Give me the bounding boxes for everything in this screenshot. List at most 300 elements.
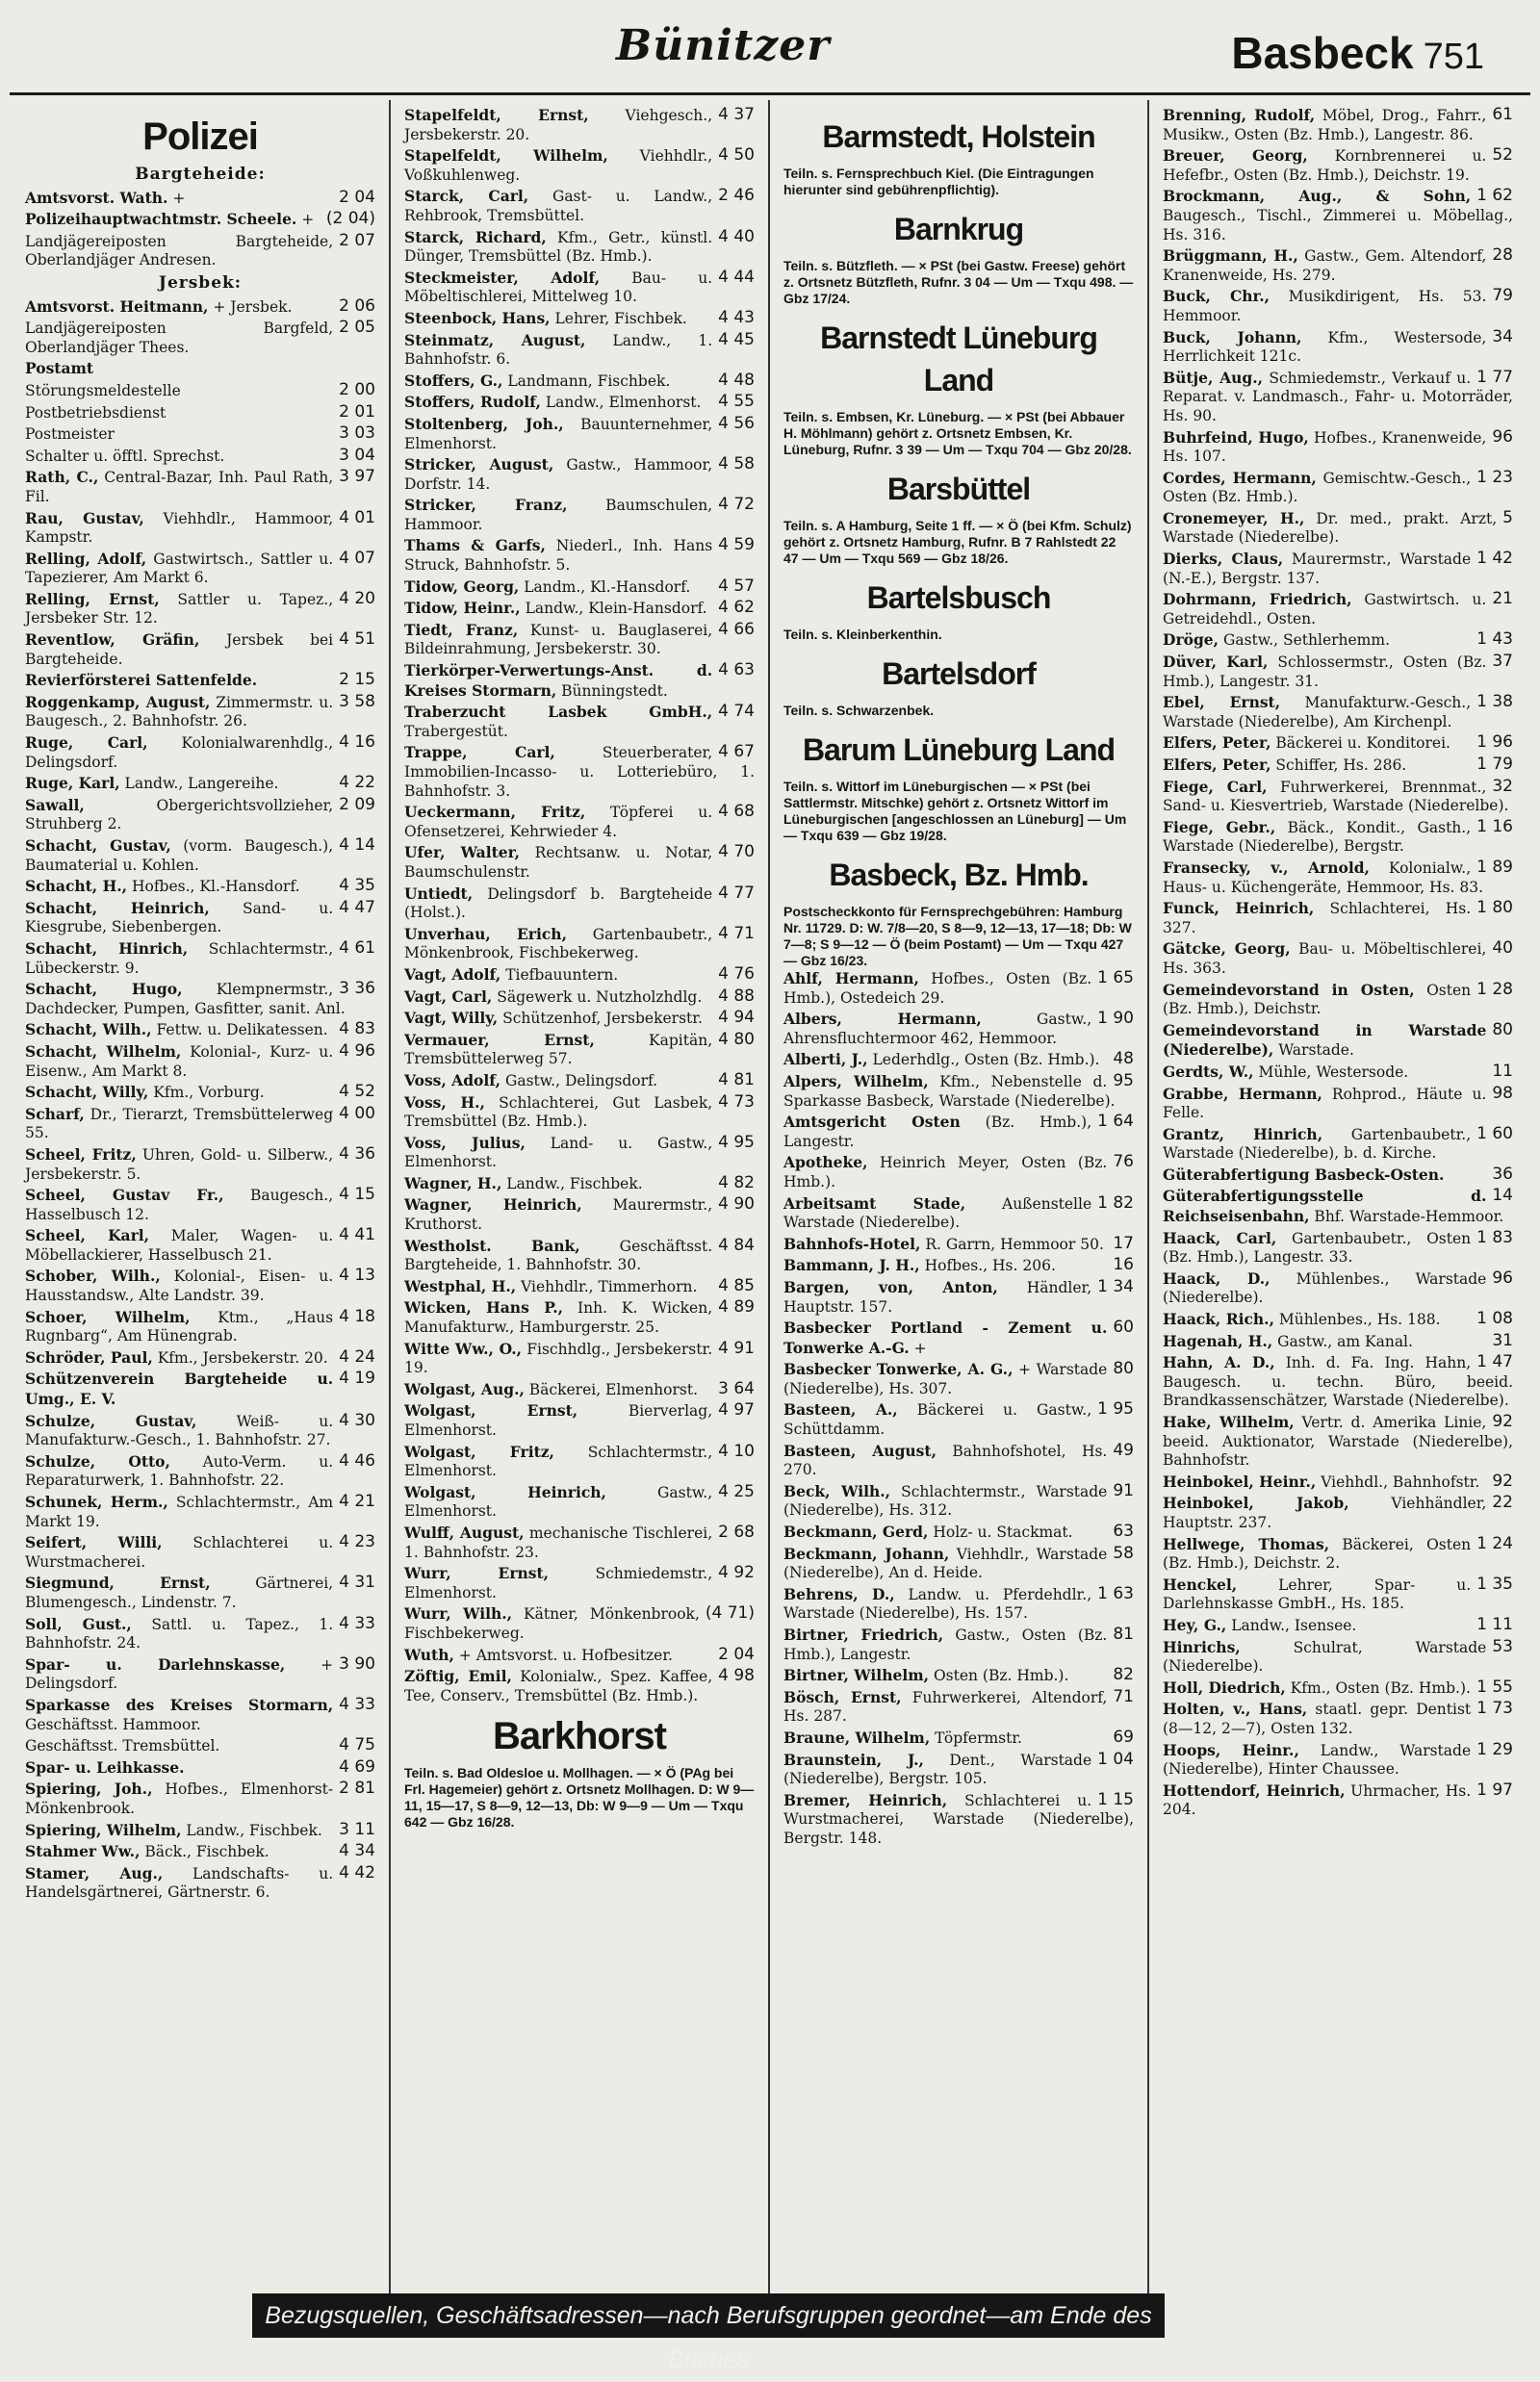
entry-name: Trappe, Carl, xyxy=(404,743,555,762)
phone-number: 1 80 xyxy=(1476,898,1513,918)
entry-description: Schlossermstr., Osten (Bz. Hmb.), Langestr. 31. xyxy=(1163,653,1487,690)
directory-entry xyxy=(1163,1535,1513,1574)
entry-name: Hottendorf, Heinrich, xyxy=(1163,1780,1346,1800)
entry-description: Landw., Fischbek. xyxy=(501,1174,643,1192)
entry-description: Maurermstr., Kruthorst. xyxy=(404,1196,713,1234)
entry-description: Bierverlag, Elmenhorst. xyxy=(404,1402,713,1439)
entry-name: Unverhau, Erich, xyxy=(404,924,567,943)
entry-name: Fransecky, v., Arnold, xyxy=(1163,858,1370,877)
directory-entry xyxy=(1163,428,1513,467)
directory-entry xyxy=(1163,858,1513,897)
phone-number: 11 xyxy=(1492,1061,1513,1081)
directory-entry xyxy=(783,1585,1134,1624)
phone-number: 1 83 xyxy=(1476,1227,1513,1247)
directory-entry xyxy=(1163,106,1513,144)
entry-description: Kfm., Nebenstelle d. Sparkasse Basbeck, Warstade (Niederelbe). xyxy=(783,1072,1116,1110)
entry-name: Bargen, von, Anton, xyxy=(783,1277,998,1296)
directory-entry xyxy=(25,359,375,379)
entry-description: Bäckerei, Elmenhorst. xyxy=(524,1380,699,1398)
entry-description: Gastw., Elmenhorst. xyxy=(404,1483,713,1521)
phone-number: 4 75 xyxy=(339,1735,375,1755)
entry-description: Schalter u. öfftl. Sprechst. xyxy=(25,447,225,465)
directory-entry xyxy=(783,1235,1134,1255)
phone-number: 80 xyxy=(1113,1359,1134,1379)
entry-name: Fiege, Carl, xyxy=(1163,777,1268,796)
entry-description: Schlachterei u. Wurstmacherei. xyxy=(25,1534,334,1571)
directory-entry xyxy=(404,803,755,841)
phone-number: 4 90 xyxy=(718,1194,755,1215)
entry-description: Töpferei u. Ofensetzerei, Kehrwieder 4. xyxy=(404,804,713,840)
entry-name: Schoer, Wilhelm, xyxy=(25,1307,191,1326)
entry-description: Obergerichtsvollzieher, Struhberg 2. xyxy=(25,796,334,833)
section-heading: Barsbüttel xyxy=(886,472,1031,506)
phone-number: 4 91 xyxy=(718,1338,755,1358)
footer-banner: Bezugsquellen, Geschäftsadressen—nach Berufsgruppen geordnet—am Ende des Buches xyxy=(252,2293,1165,2338)
directory-entry xyxy=(25,1758,375,1779)
directory-entry xyxy=(1163,328,1513,367)
entry-description: Landschafts- u. Handelsgärtnerei, Gärtnerstr. 6. xyxy=(25,1864,334,1902)
entry-name: Beckmann, Johann, xyxy=(783,1544,950,1563)
directory-entry xyxy=(1163,369,1513,426)
directory-entry xyxy=(25,468,375,506)
directory-entry xyxy=(1163,1021,1513,1061)
entry-name: Scharf, xyxy=(25,1104,85,1123)
phone-number: 1 73 xyxy=(1476,1699,1513,1719)
directory-entry xyxy=(404,1564,755,1602)
entry-name: Bremer, Heinrich, xyxy=(783,1790,948,1809)
phone-number: 3 04 xyxy=(339,445,375,465)
directory-entry xyxy=(1163,778,1513,816)
entry-description: Kfm., Osten (Bz. Hmb.). xyxy=(1285,1678,1471,1697)
phone-number: 1 65 xyxy=(1097,968,1134,987)
entry-name: Sparkasse des Kreises Stormarn, xyxy=(25,1695,334,1714)
directory-entry xyxy=(1163,818,1513,857)
phone-number: 4 76 xyxy=(718,963,755,984)
phone-number: 2 81 xyxy=(339,1779,375,1799)
phone-number: 22 xyxy=(1492,1493,1513,1513)
entry-name: Hahn, A. D., xyxy=(1163,1353,1275,1372)
directory-entry xyxy=(404,1646,755,1666)
directory-entry xyxy=(404,1009,755,1029)
entry-description: Viehhdlr., Warstade (Niederelbe), An d. Heide. xyxy=(783,1545,1108,1582)
entry-name: Brockmann, Aug., & Sohn, xyxy=(1163,187,1472,206)
entry-description: Sand- u. Kiesgrube, Siebenbergen. xyxy=(25,899,334,936)
entry-name: Cordes, Hermann, xyxy=(1163,468,1317,487)
phone-number: 2 09 xyxy=(339,794,375,814)
entry-name: Hake, Wilhelm, xyxy=(1163,1413,1295,1431)
phone-number: 4 44 xyxy=(718,267,755,287)
entry-description: Kolonial-, Kurz- u. Eisenw., Am Markt 8. xyxy=(25,1042,334,1080)
entry-description: Mühle, Westersode. xyxy=(1253,1063,1409,1081)
entry-description: (vorm. Baugesch.), Baumaterial u. Kohlen. xyxy=(25,837,334,874)
header-left-title: Bünitzer xyxy=(616,21,831,70)
phone-number: 4 83 xyxy=(339,1019,375,1039)
directory-entry xyxy=(404,1443,755,1481)
entry-description: Kornbrennerei u. Hefefbr., Osten (Bz. Hmb.), Deichstr. 19. xyxy=(1163,147,1487,184)
phone-number: 4 30 xyxy=(339,1410,375,1430)
entry-description: Hofbes., Kl.-Hansdorf. xyxy=(127,878,300,896)
directory-entry xyxy=(783,1545,1134,1583)
phone-number: 4 58 xyxy=(718,454,755,474)
entry-name: Rau, Gustav, xyxy=(25,508,144,527)
entry-description: + Amtsvorst. u. Hofbesitzer. xyxy=(453,1646,673,1664)
directory-entry xyxy=(1163,756,1513,776)
directory-entry xyxy=(404,371,755,392)
entry-name: Wuth, xyxy=(404,1645,454,1664)
entry-name: Stricker, Franz, xyxy=(404,496,568,515)
phone-number: 40 xyxy=(1492,938,1513,959)
section-heading: Bartelsdorf xyxy=(882,656,1036,691)
phone-number: 4 35 xyxy=(339,876,375,896)
phone-number: 4 15 xyxy=(339,1185,375,1205)
entry-description: Uhrmacher, Hs. 204. xyxy=(1163,1781,1472,1819)
directory-entry xyxy=(25,939,375,978)
directory-entry xyxy=(25,877,375,897)
directory-entry xyxy=(25,1186,375,1224)
entry-description: Postbetriebsdienst xyxy=(25,403,167,422)
directory-entry xyxy=(25,774,375,794)
entry-name: Heinbokel, Jakob, xyxy=(1163,1494,1349,1513)
directory-entry xyxy=(25,447,375,467)
directory-entry xyxy=(25,424,375,445)
phone-number: 1 35 xyxy=(1476,1574,1513,1594)
directory-entry xyxy=(25,733,375,772)
phone-number: 4 80 xyxy=(718,1029,755,1049)
directory-entry xyxy=(25,1452,375,1491)
entry-description: Schützenhof, Jersbekerstr. xyxy=(498,1010,703,1028)
directory-entry xyxy=(404,1237,755,1275)
entry-name: Basbecker Portland - Zement u. Tonwerke A.-G. xyxy=(783,1319,1108,1357)
directory-entry xyxy=(1163,1085,1513,1123)
entry-description: Vertr. d. Amerika Linie, beeid. Auktionator, Warstade (Niederelbe), Bahnhofstr. xyxy=(1163,1414,1513,1470)
phone-number: 4 70 xyxy=(718,842,755,862)
section-note: Teiln. s. Bützfleth. — × PSt (bei Gastw. Freese) gehört z. Ortsnetz Bützfleth, Rufnr. 3 04 — Um — Txqu 498. — Gbz 17/24. xyxy=(783,258,1134,306)
directory-entry xyxy=(25,1696,375,1734)
directory-entry xyxy=(783,1153,1134,1191)
entry-description: Mühlenbes., Hs. 188. xyxy=(1273,1311,1441,1329)
section-note: Teiln. s. Schwarzenbek. xyxy=(783,703,935,718)
entry-name: Basteen, A., xyxy=(783,1400,898,1420)
entry-description: Geschäftsst. Tremsbüttel. xyxy=(25,1737,220,1755)
entry-name: Funck, Heinrich, xyxy=(1163,899,1315,918)
section-heading: Barkhorst xyxy=(493,1715,666,1758)
entry-description: Kfm., Vorburg. xyxy=(148,1084,265,1102)
directory-entry xyxy=(783,1072,1134,1111)
phone-number: 1 79 xyxy=(1476,755,1513,774)
entry-name: Hagenah, H., xyxy=(1163,1331,1273,1350)
directory-entry xyxy=(404,843,755,882)
entry-description: Gartenbaubetr., Warstade (Niederelbe), b. d. Kirche. xyxy=(1163,1125,1472,1163)
column-4 xyxy=(1149,100,1527,2295)
entry-description: Gastw., Sethlerhemm. xyxy=(1219,631,1391,650)
phone-number: 37 xyxy=(1492,652,1513,672)
section-heading: Polizei xyxy=(142,115,258,158)
entry-description: Gartenbaubetr., Mönkenbrook, Fischbekerweg. xyxy=(404,925,713,962)
entry-description: Central-Bazar, Inh. Paul Rath, Fil. xyxy=(25,469,334,505)
entry-description: Holz- u. Stackmat. xyxy=(928,1524,1073,1542)
directory-entry xyxy=(1163,1413,1513,1471)
phone-number: 4 47 xyxy=(339,897,375,917)
phone-number: 4 88 xyxy=(718,986,755,1006)
entry-description: Gastw., Delingsdorf. xyxy=(500,1071,658,1089)
phone-number: 2 07 xyxy=(339,230,375,250)
phone-number: 4 23 xyxy=(339,1532,375,1552)
entry-name: Schacht, H., xyxy=(25,877,128,896)
directory-entry xyxy=(783,1729,1134,1749)
entry-description: Gast- u. Landw., Rehbrook, Tremsbüttel. xyxy=(404,188,713,224)
directory-entry xyxy=(783,1256,1134,1276)
entry-description: R. Garrn, Hemmoor 50. xyxy=(920,1235,1104,1253)
directory-entry xyxy=(1163,1187,1513,1226)
entry-name: Wicken, Hans P., xyxy=(404,1298,564,1318)
entry-description: Bauunternehmer, Elmenhorst. xyxy=(404,415,713,452)
header-right-title: Basbeck xyxy=(1231,28,1414,78)
entry-description: Ktm., „Haus Rugnbarg“, Am Hünengrab. xyxy=(25,1308,334,1345)
entry-description: Sägewerk u. Nutzholzhdlg. xyxy=(492,987,703,1006)
entry-description: Sattl. u. Tapez., 1. Bahnhofstr. 24. xyxy=(25,1615,334,1652)
entry-name: Tierkörper-Verwertungs-Anst. d. Kreises Stormarn, xyxy=(404,661,713,700)
entry-name: Güterabfertigung Basbeck-Osten. xyxy=(1163,1165,1445,1184)
phone-number: 4 66 xyxy=(718,619,755,639)
columns xyxy=(12,100,1530,2290)
entry-name: Haack, Rich., xyxy=(1163,1310,1274,1329)
entry-description: Baugesch., Hasselbusch 12. xyxy=(25,1187,334,1223)
entry-name: Stoffers, Rudolf, xyxy=(404,393,541,412)
directory-entry xyxy=(783,1360,1134,1398)
entry-description: + Jersbek. xyxy=(208,297,293,316)
directory-entry xyxy=(1163,1353,1513,1411)
entry-name: Wolgast, Ernst, xyxy=(404,1401,578,1421)
section-heading: Barmstedt, Holstein xyxy=(822,119,1095,154)
entry-description: Tiefbauuntern. xyxy=(500,965,619,984)
entry-description: staatl. gepr. Dentist (8—12, 2—7), Osten 132. xyxy=(1163,1701,1472,1737)
entry-description: Schulrat, Warstade (Niederelbe). xyxy=(1163,1638,1487,1676)
directory-entry xyxy=(1163,1310,1513,1330)
entry-name: Steinmatz, August, xyxy=(404,330,586,349)
entry-name: Haack, D., xyxy=(1163,1268,1270,1288)
phone-number: 71 xyxy=(1113,1686,1134,1706)
entry-description: Lehrer, Spar- u. Darlehnskasse GmbH., Hs. 185. xyxy=(1163,1575,1472,1613)
directory-entry xyxy=(1163,1165,1513,1186)
phone-number: 31 xyxy=(1492,1330,1513,1350)
entry-name: Westphal, H., xyxy=(404,1276,517,1295)
directory-entry xyxy=(25,1864,375,1903)
entry-description: Landw., Langereihe. xyxy=(119,775,279,793)
directory-entry xyxy=(25,297,375,318)
entry-name: Schunek, Herm., xyxy=(25,1493,168,1511)
entry-name: Buck, Johann, xyxy=(1163,327,1302,346)
entry-name: Schröder, Paul, xyxy=(25,1347,153,1367)
entry-name: Stapelfeldt, Wilhelm, xyxy=(404,146,608,166)
entry-name: Traberzucht Lasbek GmbH., xyxy=(404,703,713,722)
phone-number: 1 15 xyxy=(1097,1789,1134,1809)
phone-number: (4 71) xyxy=(705,1603,755,1624)
phone-number: 4 69 xyxy=(339,1756,375,1777)
directory-entry xyxy=(404,187,755,225)
phone-number: 4 48 xyxy=(718,370,755,390)
directory-entry xyxy=(25,1083,375,1103)
entry-name: Spar- u. Leihkasse. xyxy=(25,1757,185,1777)
directory-entry xyxy=(404,1340,755,1378)
entry-name: Gerdts, W., xyxy=(1163,1062,1254,1081)
entry-description: Möbel, Drog., Fahrr., Musikw., Osten (Bz. Hmb.), Langestr. 86. xyxy=(1163,107,1487,143)
entry-name: Scheel, Gustav Fr., xyxy=(25,1186,224,1205)
section-heading: Basbeck, Bz. Hmb. xyxy=(829,858,1089,892)
entry-description: Heinrich Meyer, Osten (Bz. Hmb.). xyxy=(783,1154,1108,1191)
phone-number: 4 82 xyxy=(718,1172,755,1192)
entry-name: Schacht, Willy, xyxy=(25,1083,149,1102)
subsection-heading: Jersbek: xyxy=(158,272,243,293)
entry-description: Kolonialwarenhdlg., Delingsdorf. xyxy=(25,734,334,771)
directory-entry xyxy=(1163,1638,1513,1677)
phone-number: 4 18 xyxy=(339,1306,375,1326)
entry-name: Schacht, Hinrich, xyxy=(25,938,189,958)
entry-name: Amtsvorst. Heitmann, xyxy=(25,296,209,316)
phone-number: 2 01 xyxy=(339,401,375,422)
directory-entry xyxy=(404,925,755,963)
directory-entry xyxy=(1163,1741,1513,1780)
entry-name: Ufer, Walter, xyxy=(404,843,521,862)
directory-entry xyxy=(404,536,755,575)
directory-entry xyxy=(404,455,755,494)
entry-description: Viehhdlr., Timmerhorn. xyxy=(516,1277,698,1295)
entry-name: Ruge, Karl, xyxy=(25,774,120,793)
phone-number: 79 xyxy=(1492,286,1513,306)
phone-number: 1 29 xyxy=(1476,1739,1513,1759)
entry-description: Rohprod., Häute u. Felle. xyxy=(1163,1085,1487,1122)
directory-entry xyxy=(404,309,755,329)
phone-number: 49 xyxy=(1113,1440,1134,1460)
directory-entry xyxy=(404,884,755,923)
directory-entry xyxy=(25,1821,375,1841)
section-note: Postscheckkonto für Fernsprechgebühren: Hamburg Nr. 11729. D: W. 7/8—20, S 8—9, 12—13, 17—18; Db: W 7—8; S 9—12 — Ö (beim Postamt) — Um — Txqu 427 — Gbz 16/23. xyxy=(783,904,1132,968)
entry-name: Westholst. Bank, xyxy=(404,1236,580,1255)
directory-entry xyxy=(25,796,375,834)
directory-entry xyxy=(783,1666,1134,1686)
entry-name: Untiedt, xyxy=(404,884,474,903)
entry-name: Stoltenberg, Joh., xyxy=(404,414,564,433)
entry-name: Schacht, Hugo, xyxy=(25,980,183,999)
entry-description: Trabergestüt. xyxy=(404,722,508,740)
entry-description: Osten (Bz. Hmb.). xyxy=(929,1667,1069,1685)
entry-name: Wurr, Ernst, xyxy=(404,1564,550,1583)
entry-description: Schlachtermstr., Am Markt 19. xyxy=(25,1494,334,1530)
entry-description: Dr., Tierarzt, Tremsbüttelerweg 55. xyxy=(25,1105,334,1142)
phone-number: 4 41 xyxy=(339,1225,375,1245)
directory-entry xyxy=(25,1020,375,1040)
entry-name: Bösch, Ernst, xyxy=(783,1687,902,1706)
entry-name: Dröge, xyxy=(1163,630,1219,650)
directory-entry xyxy=(404,1483,755,1522)
directory-entry xyxy=(404,269,755,307)
entry-description: Sattler u. Tapez., Jersbeker Str. 12. xyxy=(25,590,334,628)
phone-number: 4 16 xyxy=(339,732,375,753)
column-2 xyxy=(391,100,770,2295)
entry-name: Amtsvorst. Wath. xyxy=(25,188,168,207)
entry-description: Hofbes., Elmenhorst-Mönkenbrook. xyxy=(25,1780,334,1817)
phone-number: 4 74 xyxy=(718,702,755,722)
directory-entry xyxy=(25,671,375,691)
phone-number: 4 10 xyxy=(718,1441,755,1461)
phone-number: 1 42 xyxy=(1476,549,1513,569)
directory-entry xyxy=(404,577,755,598)
phone-number: 4 57 xyxy=(718,576,755,596)
phone-number: 4 71 xyxy=(718,923,755,943)
phone-number: 1 43 xyxy=(1476,629,1513,650)
directory-entry xyxy=(25,1655,375,1694)
directory-entry xyxy=(25,509,375,548)
entry-description: Kfm., Jersbekerstr. 20. xyxy=(152,1348,328,1367)
entry-description: Hofbes., Osten (Bz. Hmb.), Ostedeich 29. xyxy=(783,970,1092,1007)
directory-entry xyxy=(404,1298,755,1337)
entry-name: Wolgast, Fritz, xyxy=(404,1442,554,1461)
directory-entry xyxy=(404,496,755,534)
entry-description: Hofbes., Kranenweide, Hs. 107. xyxy=(1163,428,1487,466)
phone-number: 2 15 xyxy=(339,670,375,690)
entry-description: Schlachterei, Gut Lasbek, Tremsbüttel (Bz. Hmb.). xyxy=(404,1093,713,1131)
phone-number: 2 06 xyxy=(339,295,375,316)
entry-name: Ruge, Carl, xyxy=(25,733,148,753)
directory-entry xyxy=(783,1791,1134,1849)
directory-entry xyxy=(1163,509,1513,548)
section-note: Teiln. s. A Hamburg, Seite 1 ff. — × Ö (bei Kfm. Schulz) gehört z. Ortsnetz Hamburg, Rufnr. B 7 Rahlstedt 22 47 — Um — Txqu 569 — Gbz 18/26. xyxy=(783,518,1132,566)
directory-entry xyxy=(1163,1229,1513,1268)
entry-name: Wagner, Heinrich, xyxy=(404,1195,582,1215)
directory-entry xyxy=(1163,590,1513,628)
phone-number: 5 xyxy=(1502,507,1513,527)
entry-name: Alpers, Wilhelm, xyxy=(783,1071,929,1090)
phone-number: 61 xyxy=(1492,105,1513,124)
entry-name: Postamt xyxy=(25,359,94,378)
entry-description: Viehhdlr., Hammoor, Kampstr. xyxy=(25,509,334,547)
directory-entry xyxy=(783,1688,1134,1727)
phone-number: 4 84 xyxy=(718,1235,755,1255)
phone-number: 76 xyxy=(1113,1152,1134,1172)
entry-name: Breuer, Georg, xyxy=(1163,146,1308,166)
phone-number: 4 92 xyxy=(718,1563,755,1583)
directory-entry xyxy=(1163,1332,1513,1352)
phone-number: 82 xyxy=(1113,1665,1134,1685)
entry-description: Schiffer, Hs. 286. xyxy=(1270,756,1407,774)
phone-number: 4 46 xyxy=(339,1450,375,1471)
entry-description: Weiß- u. Manufakturw.-Gesch., 1. Bahnhofstr. 27. xyxy=(25,1412,334,1449)
entry-description: Kapitän, Tremsbüttelerweg 57. xyxy=(404,1031,713,1068)
entry-name: Beck, Wilh., xyxy=(783,1481,891,1500)
directory-entry xyxy=(404,1071,755,1091)
entry-name: Dohrmann, Friedrich, xyxy=(1163,590,1352,609)
entry-description: Landjägereiposten Bargteheide, Oberlandjäger Andresen. xyxy=(25,232,334,269)
entry-description: Kätner, Mönkenbrook, Fischbekerweg. xyxy=(404,1605,700,1642)
entry-description: Bau- u. Möbeltischlerei, Mittelweg 10. xyxy=(404,269,713,306)
entry-description: Maurermstr., Warstade (N.-E.), Bergstr. 137. xyxy=(1163,551,1472,587)
entry-description: Gemischtw.-Gesch., Osten (Bz. Hmb.). xyxy=(1163,469,1472,506)
directory-entry xyxy=(404,1604,755,1643)
phone-number: 34 xyxy=(1492,326,1513,346)
entry-description: Viehhdl., Bahnhofstr. xyxy=(1316,1473,1480,1491)
directory-entry xyxy=(25,980,375,1018)
entry-name: Stahmer Ww., xyxy=(25,1842,141,1861)
directory-entry xyxy=(404,703,755,741)
section-note: Teiln. s. Bad Oldesloe u. Mollhagen. — × Ö (PAg bei Frl. Hagemeier) gehört z. Ortsnetz Mollhagen. D: W 9—11, 15—17, S 8—9, 12—13, Db: W 9—9 — Um — Txqu 642 — Gbz 16/28. xyxy=(404,1765,755,1831)
entry-name: Relling, Ernst, xyxy=(25,589,160,608)
entry-description: Dent., Warstade (Niederelbe), Bergstr. 105. xyxy=(783,1751,1092,1788)
entry-name: Wolgast, Heinrich, xyxy=(404,1482,606,1501)
entry-name: Güterabfertigungsstelle d. Reichseisenbahn, xyxy=(1163,1187,1487,1226)
entry-description: Warstade. xyxy=(1273,1041,1354,1060)
phone-number: 4 20 xyxy=(339,588,375,608)
entry-name: Birtner, Friedrich, xyxy=(783,1626,944,1644)
directory-entry xyxy=(25,1370,375,1409)
